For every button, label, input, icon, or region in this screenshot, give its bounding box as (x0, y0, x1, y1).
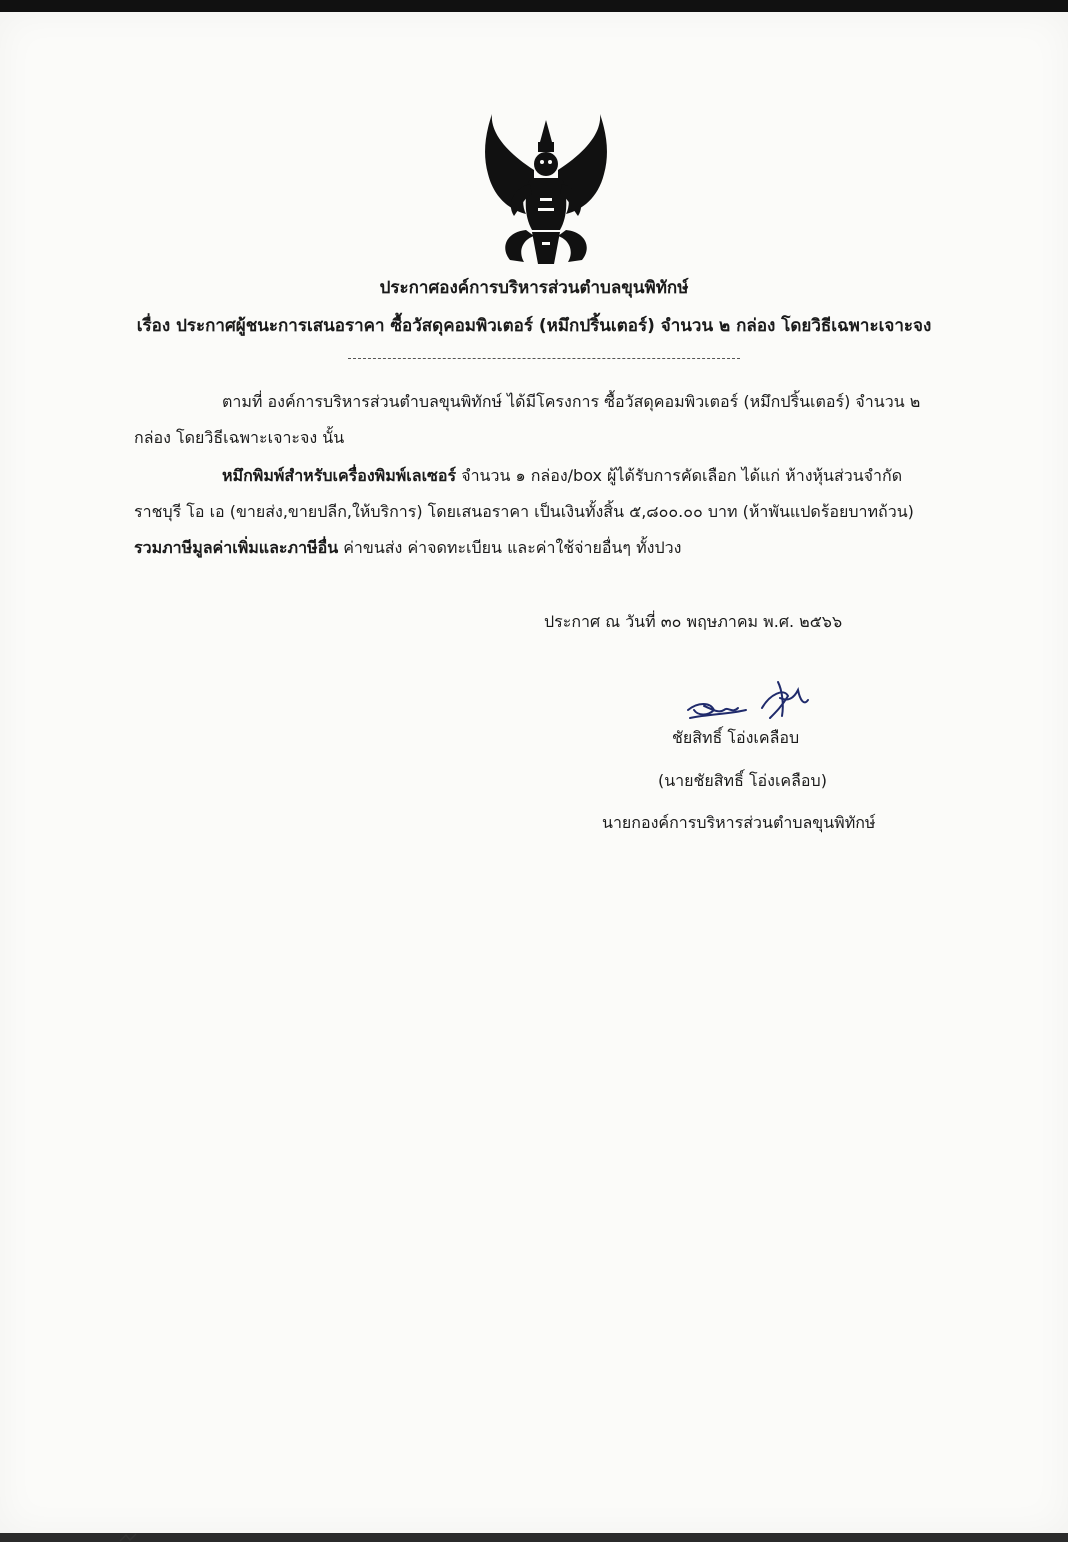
signatory-full-name: (นายชัยสิทธิ์ โอ่งเคลือบ) (658, 771, 827, 790)
divider-dashed-line (348, 358, 740, 359)
item-name: หมึกพิมพ์สำหรับเครื่องพิมพ์เลเซอร์ (222, 466, 457, 485)
paragraph-intro-line-1: ตามที่ องค์การบริหารส่วนตำบลขุนพิทักษ์ ได้มีโครงการ ซื้อวัสดุคอมพิวเตอร์ (หมึกปริ้นเตอร์) จำนวน ๒ (222, 392, 921, 411)
garuda-emblem-icon (476, 112, 616, 272)
handwritten-signature-icon (680, 680, 820, 728)
signatory-position: นายกองค์การบริหารส่วนตำบลขุนพิทักษ์ (602, 813, 876, 832)
paragraph-winner (134, 458, 942, 566)
scan-smudge-icon (118, 1532, 148, 1542)
announcement-subject: เรื่อง ประกาศผู้ชนะการเสนอราคา ซื้อวัสดุคอมพิวเตอร์ (หมึกปริ้นเตอร์) จำนวน ๒ กล่อง โดยวิธีเฉพาะเจาะจง (136, 316, 932, 336)
paragraph-intro (134, 384, 942, 456)
signature-name: ชัยสิทธิ์ โอ่งเคลือบ (672, 728, 800, 747)
document-page (0, 12, 1068, 1533)
scan-top-border (0, 0, 1068, 12)
paragraph-winner-line-1: หมึกพิมพ์สำหรับเครื่องพิมพ์เลเซอร์ จำนวน ๑ กล่อง/box ผู้ได้รับการคัดเลือก ได้แก่ ห้างหุ้นส่วนจำกัด (222, 466, 903, 485)
paragraph-intro-line-2: กล่อง โดยวิธีเฉพาะเจาะจง นั้น (134, 428, 345, 447)
paragraph-winner-line-2: ราชบุรี โอ เอ (ขายส่ง,ขายปลีก,ให้บริการ) โดยเสนอราคา เป็นเงินทั้งสิ้น ๕,๘๐๐.๐๐ บาท (ห้าพันแปดร้อยบาทถ้วน) (134, 502, 914, 521)
announcement-date: ประกาศ ณ วันที่ ๓๐ พฤษภาคม พ.ศ. ๒๕๖๖ (544, 612, 843, 631)
announcement-title: ประกาศองค์การบริหารส่วนตำบลขุนพิทักษ์ (379, 278, 689, 298)
paragraph-winner-line-3: รวมภาษีมูลค่าเพิ่มและภาษีอื่น ค่าขนส่ง ค่าจดทะเบียน และค่าใช้จ่ายอื่นๆ ทั้งปวง (134, 538, 682, 557)
